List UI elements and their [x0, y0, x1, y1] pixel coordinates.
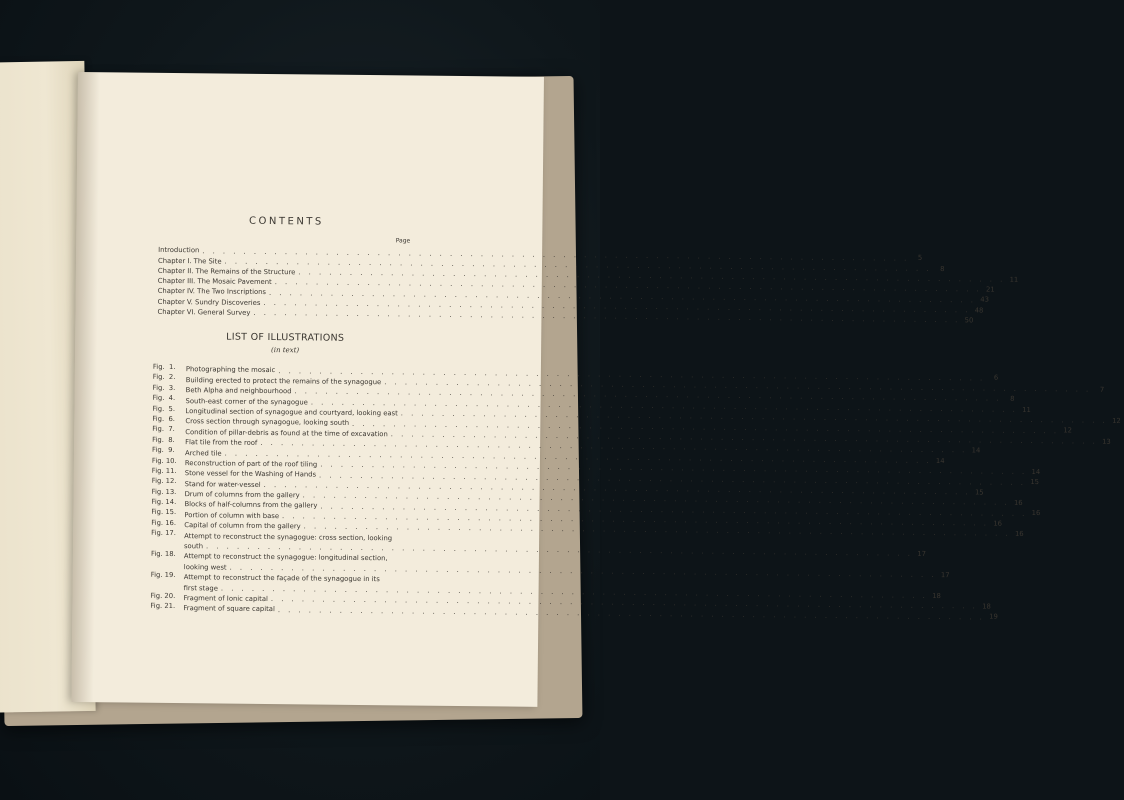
illustration-figure-number: Fig. 14.	[151, 497, 177, 507]
illustrations-subheading: (in text)	[270, 346, 300, 355]
illustration-caption: Cross section through synagogue, looking south	[185, 417, 350, 428]
illustration-page: 18	[932, 591, 941, 600]
toc-entry-label: Chapter VI. General Survey	[157, 307, 251, 317]
toc-list	[157, 244, 1019, 325]
toc-entry-page: 21	[986, 285, 995, 294]
illustration-page: 14	[935, 456, 945, 465]
table-of-contents	[157, 235, 1019, 325]
illustration-figure-number: Fig. 4.	[152, 393, 176, 403]
illustration-page: 7	[1099, 385, 1105, 394]
illustration-page: 16	[993, 519, 1003, 528]
illustration-figure-number: Fig. 13.	[151, 487, 177, 496]
illustration-page: 6	[993, 373, 999, 383]
illustration-caption: Condition of pillar-debris as found at the time of excavation	[185, 427, 388, 438]
illustration-figure-number: Fig. 8.	[152, 435, 175, 444]
toc-entry-label: Introduction	[158, 246, 200, 255]
toc-entry-label: Chapter III. The Mosaic Pavement	[157, 277, 272, 287]
toc-entry-page: 48	[974, 306, 984, 315]
illustration-page: 12	[1063, 426, 1073, 435]
illustration-figure-number: Fig. 6.	[152, 414, 176, 423]
illustration-caption: looking west	[183, 562, 227, 572]
illustration-figure-number: Fig. 16.	[151, 518, 177, 527]
illustration-page: 16	[1014, 530, 1024, 539]
illustration-caption: first stage	[183, 583, 218, 593]
illustration-figure-number: Fig. 17.	[151, 529, 176, 538]
illustration-figure-number: Fig. 3.	[152, 383, 176, 392]
illustration-caption: Attempt to reconstruct the synagogue: cross section, looking	[184, 531, 393, 542]
illustration-page: 17	[940, 570, 950, 579]
illustrations-list	[150, 362, 1121, 622]
illustration-page: 16	[1031, 509, 1041, 518]
illustration-figure-number: Fig. 1.	[152, 362, 176, 372]
illustration-figure-number: Fig. 20.	[150, 591, 176, 600]
illustration-figure-number: Fig. 11.	[151, 466, 177, 475]
contents-heading: CONTENTS	[249, 215, 324, 228]
illustration-figure-number: Fig. 21.	[150, 601, 176, 611]
illustration-page: 18	[982, 602, 991, 611]
illustration-caption: Beth Alpha and neighbourhood	[185, 386, 292, 396]
illustration-caption: south	[183, 542, 204, 551]
illustration-caption: Fragment of Ionic capital	[183, 594, 268, 604]
illustration-page: 14	[1031, 467, 1041, 477]
illustration-page: 19	[989, 612, 998, 622]
toc-page-column-label: Page	[395, 237, 411, 245]
illustration-page: 11	[1022, 405, 1031, 414]
illustration-page: 15	[1030, 478, 1040, 487]
illustration-caption: Flat tile from the roof	[185, 438, 258, 448]
toc-entry-label: Chapter I. The Site	[157, 256, 222, 266]
illustration-figure-number: Fig. 5.	[152, 404, 176, 413]
illustration-page: 13	[1102, 437, 1111, 446]
toc-entry-label: Chapter V. Sundry Discoveries	[157, 297, 261, 307]
illustration-figure-number: Fig. 18.	[150, 549, 176, 559]
illustration-figure-number: Fig. 19.	[150, 570, 176, 579]
toc-entry-page: 8	[940, 264, 945, 273]
book-page	[71, 72, 1121, 707]
illustration-page: 16	[1013, 498, 1023, 507]
illustration-figure-number: Fig. 9.	[152, 445, 175, 455]
illustration-figure-number: Fig. 12.	[151, 477, 177, 486]
illustration-caption: Attempt to reconstruct the synagogue: longitudinal section,	[183, 552, 388, 563]
illustration-caption: Blocks of half-columns from the gallery	[184, 500, 318, 510]
toc-entry-page: 50	[964, 316, 974, 325]
toc-entry-label: Chapter II. The Remains of the Structure	[157, 266, 296, 277]
illustration-figure-number: Fig. 10.	[151, 456, 177, 465]
illustration-page: 17	[917, 549, 927, 558]
toc-entry-page: 11	[1009, 275, 1019, 284]
illustration-caption: South-east corner of the synagogue	[185, 396, 308, 406]
illustration-caption: Attempt to reconstruct the façade of the synagogue in its	[183, 573, 380, 584]
illustration-caption: Photographing the mosaic	[185, 365, 276, 375]
illustration-caption: Drum of columns from the gallery	[184, 490, 300, 500]
illustration-figure-number: Fig. 2.	[152, 373, 176, 382]
leader-dots	[278, 607, 985, 621]
illustration-caption: Capital of column from the gallery	[184, 521, 301, 531]
illustration-caption: Reconstruction of part of the roof tiling	[184, 459, 318, 469]
illustration-figure-number: Fig. 7.	[152, 425, 175, 434]
illustration-caption: Stand for water-vessel	[184, 479, 261, 489]
illustration-caption: Arched tile	[184, 448, 222, 458]
illustration-page: 12	[1112, 416, 1121, 425]
illustration-caption: Fragment of square capital	[183, 604, 275, 614]
illustration-caption: Stone vessel for the Washing of Hands	[184, 469, 317, 479]
illustration-caption: Portion of column with base	[184, 510, 280, 520]
illustration-page: 8	[1010, 394, 1015, 403]
illustration-figure-number: Fig. 15.	[151, 508, 177, 517]
toc-entry-label: Chapter IV. The Two Inscriptions	[157, 287, 267, 297]
illustration-page: 15	[974, 488, 984, 497]
toc-entry-page: 5	[917, 254, 923, 263]
illustration-caption: Building erected to protect the remains of the synagogue	[185, 375, 382, 386]
toc-entry-page: 43	[980, 295, 990, 305]
illustrations-heading: LIST OF ILLUSTRATIONS	[226, 331, 345, 344]
illustration-page: 14	[971, 446, 981, 455]
illustration-caption: Longitudinal section of synagogue and courtyard, looking east	[185, 407, 398, 418]
